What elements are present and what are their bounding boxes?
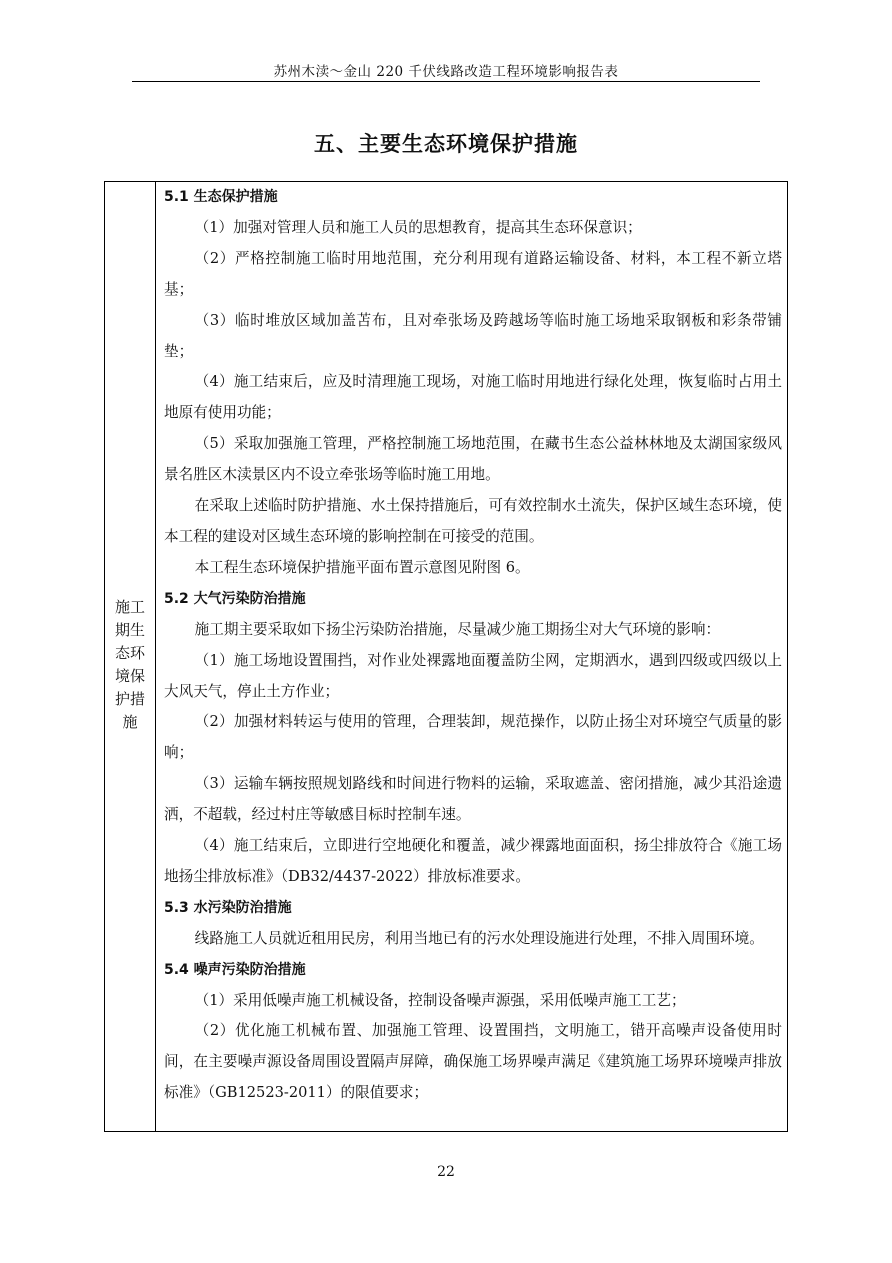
measures-table — [104, 181, 788, 1132]
page-number: 22 — [437, 1164, 455, 1180]
category-label-line: 境保 — [114, 667, 145, 685]
category-column — [105, 182, 156, 1131]
paragraph: （4）施工结束后，应及时清理施工现场，对施工临时用地进行绿化处理，恢复临时占用土地原有使用功能； — [164, 373, 782, 422]
category-label-line: 施 — [122, 713, 138, 731]
running-header: 苏州木渎～金山 220 千伏线路改造工程环境影响报告表 — [273, 64, 619, 80]
category-label-line: 护措 — [114, 690, 145, 708]
paragraph: （1）加强对管理人员和施工人员的思想教育，提高其生态环保意识； — [194, 218, 642, 236]
paragraph: （4）施工结束后，立即进行空地硬化和覆盖，减少裸露地面面积，扬尘排放符合《施工场地扬尘排放标准》（DB32/4437-2022）排放标准要求。 — [164, 837, 782, 885]
page-title: 五、主要生态环境保护措施 — [314, 132, 578, 156]
section-heading-water: 5.3 水污染防治措施 — [164, 899, 292, 916]
paragraph: （3）运输车辆按照规划路线和时间进行物料的运输，采取遮盖、密闭措施，减少其沿途遗洒，不超载，经过村庄等敏感目标时控制车速。 — [164, 775, 782, 824]
paragraph: （3）临时堆放区域加盖苫布，且对牵张场及跨越场等临时施工场地采取钢板和彩条带铺垫； — [164, 311, 782, 360]
category-label-line: 态环 — [114, 644, 145, 662]
measures-content — [164, 182, 782, 1109]
section-heading-noise: 5.4 噪声污染防治措施 — [164, 961, 306, 978]
category-label — [113, 596, 147, 734]
paragraph: （1）施工场地设置围挡，对作业处裸露地面覆盖防尘网，定期洒水，遇到四级或四级以上大风天气，停止土方作业； — [164, 651, 782, 700]
paragraph: （2）优化施工机械布置、加强施工管理、设置围挡，文明施工，错开高噪声设备使用时间，在主要噪声源设备周围设置隔声屏障，确保施工场界噪声满足《建筑施工场界环境噪声排放标准》（GB12523-2011）的限值要求； — [164, 1022, 782, 1102]
paragraph: 在采取上述临时防护措施、水土保持措施后，可有效控制水土流失，保护区域生态环境，使本工程的建设对区域生态环境的影响控制在可接受的范围。 — [164, 497, 782, 545]
paragraph: 线路施工人员就近租用民房，利用当地已有的污水处理设施进行处理，不排入周围环境。 — [194, 929, 764, 947]
category-label-line: 施工 — [114, 598, 145, 616]
paragraph: （2）加强材料转运与使用的管理，合理装卸，规范操作，以防止扬尘对环境空气质量的影响； — [164, 713, 782, 762]
paragraph: 施工期主要采取如下扬尘污染防治措施，尽量减少施工期扬尘对大气环境的影响： — [194, 620, 721, 638]
paragraph: （1）采用低噪声施工机械设备，控制设备噪声源强，采用低噪声施工工艺； — [194, 991, 686, 1009]
header-rule — [132, 81, 760, 82]
paragraph: （2）严格控制施工临时用地范围，充分利用现有道路运输设备、材料，本工程不新立塔基； — [164, 249, 782, 298]
paragraph: （5）采取加强施工管理，严格控制施工场地范围，在藏书生态公益林林地及太湖国家级风景名胜区木渎景区内不设立牵张场等临时施工用地。 — [164, 435, 782, 484]
paragraph: 本工程生态环境保护措施平面布置示意图见附图 6。 — [194, 558, 530, 576]
section-heading-ecology: 5.1 生态保护措施 — [164, 189, 278, 205]
section-heading-air: 5.2 大气污染防治措施 — [164, 590, 306, 607]
category-label-line: 期生 — [114, 621, 145, 639]
